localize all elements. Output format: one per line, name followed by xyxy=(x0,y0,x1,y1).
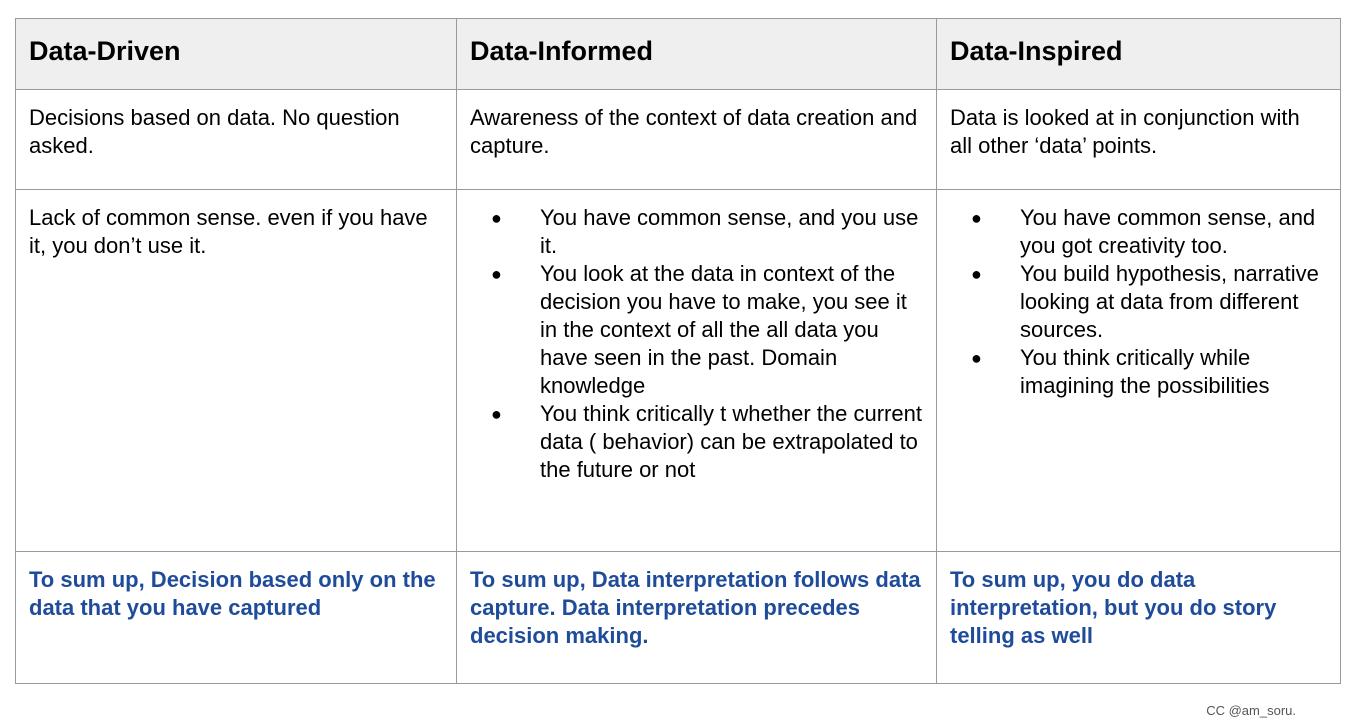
detail-row xyxy=(16,190,1341,552)
list-item xyxy=(470,204,923,260)
bullet-icon: ● xyxy=(491,404,502,424)
bullet-list-data-informed xyxy=(470,204,923,484)
definition-cell-inspired xyxy=(937,90,1341,190)
definition-data-inspired: Data is looked at in conjunction with all other ‘data’ points. xyxy=(950,105,1300,158)
definition-data-informed: Awareness of the context of data creation and capture. xyxy=(470,105,918,158)
header-cell-data-informed xyxy=(457,19,937,90)
bullet-text: You think critically while imagining the possibilities xyxy=(1020,345,1270,398)
summary-data-inspired: To sum up, you do data interpretation, but you do story telling as well xyxy=(950,567,1277,648)
summary-row xyxy=(16,552,1341,684)
bullet-text: You look at the data in context of the decision you have to make, you see it in the context of all the all data you have seen in the past. Domain knowledge xyxy=(540,261,907,398)
list-item xyxy=(950,344,1327,400)
definition-data-driven: Decisions based on data. No question asked. xyxy=(29,105,400,158)
bullet-text: You think critically t whether the current data ( behavior) can be extrapolated to the future or not xyxy=(540,401,922,482)
bullet-icon: ● xyxy=(971,264,982,284)
list-item xyxy=(950,260,1327,344)
bullet-text: You have common sense, and you got creativity too. xyxy=(1020,205,1316,258)
bullet-icon: ● xyxy=(971,208,982,228)
credit-text: CC @am_soru. xyxy=(1206,703,1296,718)
header-data-informed: Data-Informed xyxy=(470,36,654,66)
detail-cell-inspired xyxy=(937,190,1341,552)
bullet-text: You have common sense, and you use it. xyxy=(540,205,919,258)
summary-data-driven: To sum up, Decision based only on the data that you have captured xyxy=(29,567,436,620)
header-row xyxy=(16,19,1341,90)
detail-data-driven: Lack of common sense. even if you have it, you don’t use it. xyxy=(29,205,428,258)
list-item xyxy=(470,260,923,400)
header-data-driven: Data-Driven xyxy=(29,36,181,66)
bullet-icon: ● xyxy=(971,348,982,368)
summary-cell-driven xyxy=(16,552,457,684)
list-item xyxy=(950,204,1327,260)
detail-cell-driven xyxy=(16,190,457,552)
bullet-icon: ● xyxy=(491,208,502,228)
list-item xyxy=(470,400,923,484)
summary-data-informed: To sum up, Data interpretation follows data capture. Data interpretation precedes decision making. xyxy=(470,567,921,648)
header-data-inspired: Data-Inspired xyxy=(950,36,1123,66)
definition-row xyxy=(16,90,1341,190)
detail-cell-informed xyxy=(457,190,937,552)
summary-cell-informed xyxy=(457,552,937,684)
bullet-icon: ● xyxy=(491,264,502,284)
bullet-list-data-inspired xyxy=(950,204,1327,400)
definition-cell-informed xyxy=(457,90,937,190)
bullet-text: You build hypothesis, narrative looking at data from different sources. xyxy=(1020,261,1319,342)
header-cell-data-inspired xyxy=(937,19,1341,90)
comparison-table xyxy=(15,18,1341,684)
summary-cell-inspired xyxy=(937,552,1341,684)
definition-cell-driven xyxy=(16,90,457,190)
header-cell-data-driven xyxy=(16,19,457,90)
